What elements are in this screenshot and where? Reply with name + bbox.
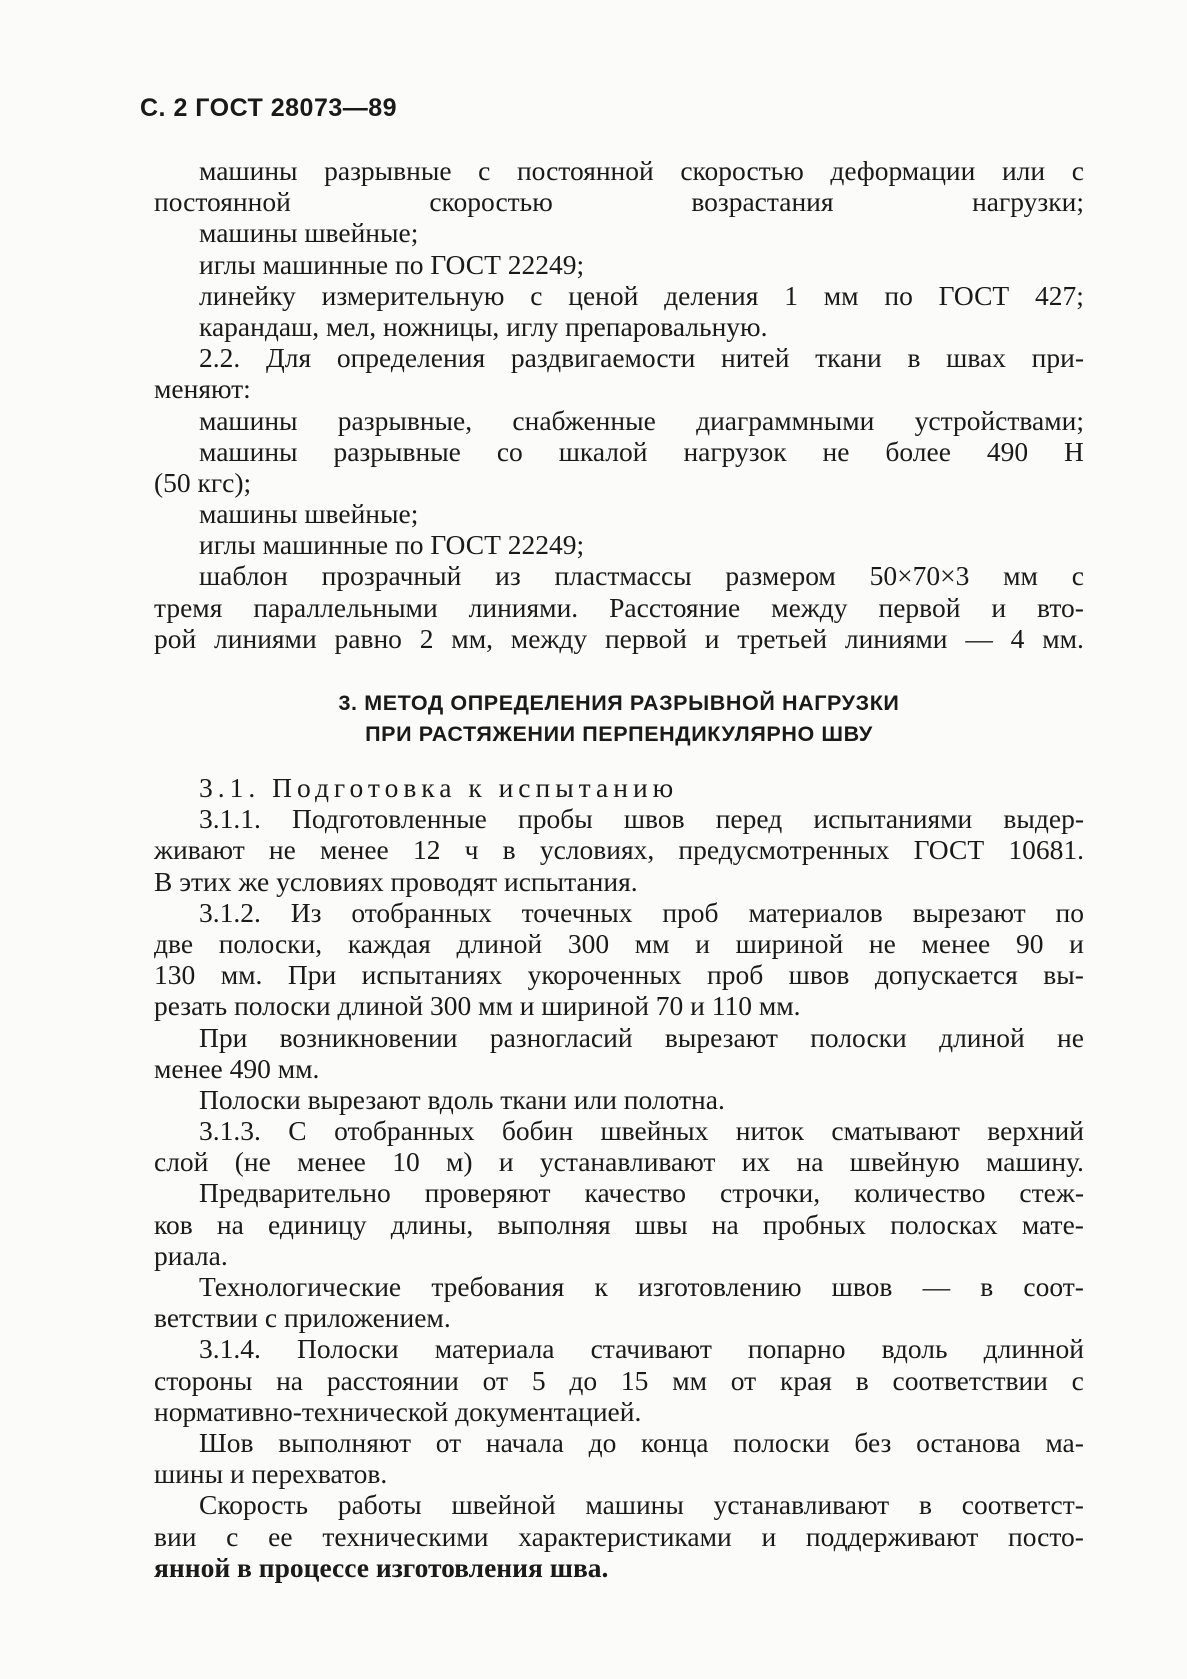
- word: Полоски: [296, 1333, 399, 1365]
- word: тремя: [154, 591, 223, 623]
- word: 2: [419, 622, 434, 654]
- text-line: [154, 342, 1084, 373]
- section-heading-line: 3. МЕТОД ОПРЕДЕЛЕНИЯ РАЗРЫВНОЙ НАГРУЗКИ: [338, 691, 900, 715]
- word: ГОСТ: [938, 279, 1010, 311]
- word: ее: [268, 1520, 293, 1552]
- word: более: [885, 435, 951, 467]
- word: Шов: [199, 1426, 254, 1458]
- word: пластмассы: [554, 560, 692, 592]
- word: м): [446, 1146, 473, 1178]
- word: 2.2.: [199, 342, 241, 374]
- word: измерительную: [321, 279, 505, 311]
- text-line: иглы машинные по ГОСТ 22249;: [199, 248, 585, 280]
- text-line: [154, 592, 1084, 623]
- word: не: [268, 834, 296, 866]
- text-line: [154, 897, 1084, 928]
- word: на: [276, 1364, 304, 1396]
- word: из: [495, 560, 521, 592]
- word: требования: [431, 1271, 565, 1302]
- word: разрывные,: [337, 404, 473, 436]
- word: и: [695, 927, 710, 959]
- word: между: [771, 591, 848, 623]
- word: линиями: [844, 622, 948, 654]
- word: мм.: [1042, 622, 1084, 654]
- word: ткани: [815, 342, 882, 374]
- word: или: [1001, 155, 1046, 186]
- word: 12: [412, 834, 441, 866]
- text-line: [154, 1365, 1084, 1396]
- word: посто-: [1008, 1520, 1084, 1552]
- word: 427;: [1035, 279, 1084, 311]
- word: ценой: [568, 279, 639, 311]
- word: менее: [921, 927, 991, 959]
- word: шаблон: [199, 560, 288, 592]
- word: швейных: [600, 1115, 709, 1147]
- word: 1: [784, 279, 798, 311]
- word: деления: [664, 279, 759, 311]
- text-line: янной в процессе изготовления шва.: [154, 1551, 609, 1583]
- word: отобранных: [334, 1115, 475, 1147]
- word: допускается: [874, 959, 1018, 991]
- word: верхний: [987, 1115, 1084, 1147]
- word: машины: [585, 1489, 684, 1521]
- text-line: [154, 1271, 1084, 1302]
- word: не: [822, 435, 850, 467]
- text-line: [154, 1209, 1084, 1240]
- word: испытаниями: [813, 803, 973, 835]
- word: машины: [199, 155, 298, 186]
- page-header: С. 2 ГОСТ 28073—89: [140, 94, 398, 122]
- word: стеж-: [1019, 1177, 1084, 1209]
- text-line: [154, 803, 1084, 834]
- word: определения: [336, 342, 486, 374]
- word: и: [991, 591, 1007, 623]
- word: не: [1057, 1021, 1084, 1053]
- word: 300: [567, 927, 610, 959]
- word: начала: [485, 1426, 564, 1458]
- text-line: менее 490 мм.: [154, 1052, 320, 1084]
- word: размером: [725, 560, 836, 592]
- word: вы-: [1043, 959, 1084, 991]
- word: линиями.: [468, 591, 579, 623]
- word: и: [1069, 927, 1084, 959]
- word: машину.: [986, 1146, 1084, 1178]
- word: стачивают: [590, 1333, 712, 1365]
- word: перед: [715, 803, 783, 835]
- text-line: ветствии с приложением.: [154, 1302, 451, 1334]
- word: ков: [154, 1208, 193, 1240]
- word: характеристиками: [518, 1520, 732, 1552]
- word: длины,: [390, 1208, 474, 1240]
- word: от: [730, 1364, 757, 1396]
- word: с: [1071, 1364, 1084, 1396]
- text-line: [154, 405, 1084, 436]
- word: 3.1.4.: [199, 1333, 261, 1365]
- word: без: [854, 1426, 892, 1458]
- text-line: риала.: [154, 1239, 228, 1271]
- document-body: [154, 155, 1084, 1583]
- word: прозрачный: [321, 560, 462, 592]
- word: соответст-: [961, 1489, 1084, 1521]
- word: 90: [1015, 927, 1044, 959]
- word: поддерживают: [805, 1520, 979, 1552]
- word: от: [435, 1426, 462, 1458]
- text-line: [154, 186, 1084, 217]
- text-line: иглы машинные по ГОСТ 22249;: [199, 529, 585, 561]
- word: менее: [297, 1146, 366, 1178]
- text-line: (50 кгс);: [154, 466, 252, 498]
- word: работы: [337, 1489, 422, 1521]
- word: Скорость: [199, 1489, 309, 1521]
- word: 130: [154, 959, 196, 991]
- word: единицу: [268, 1208, 367, 1240]
- text-line: [154, 1115, 1084, 1146]
- text-line: [154, 280, 1084, 311]
- word: ниток: [735, 1115, 804, 1147]
- word: возрастания: [691, 186, 834, 218]
- word: швов: [623, 803, 685, 835]
- word: машины: [199, 435, 298, 467]
- word: материала: [434, 1333, 555, 1365]
- word: до: [588, 1426, 617, 1458]
- word: вырезают: [664, 1021, 778, 1053]
- word: ма-: [1045, 1426, 1084, 1458]
- text-line: карандаш, мел, ножницы, иглу препаровальную.: [199, 310, 768, 342]
- word: Для: [265, 342, 312, 374]
- word: и: [761, 1520, 777, 1552]
- word: мм: [672, 1364, 707, 1396]
- word: мм: [823, 279, 859, 311]
- word: выполняют: [278, 1426, 412, 1458]
- word: пробных: [762, 1208, 867, 1240]
- word: останова: [916, 1426, 1021, 1458]
- text-line: [154, 1521, 1084, 1552]
- text-line: [154, 155, 1084, 186]
- word: расстоянии: [326, 1364, 459, 1396]
- word: с: [530, 279, 543, 311]
- word: качество: [584, 1177, 687, 1209]
- word: попарно: [747, 1333, 846, 1365]
- word: швейной: [451, 1489, 556, 1521]
- word: постоянной: [516, 155, 654, 186]
- word: 10681.: [1008, 834, 1084, 866]
- word: полоски: [733, 1426, 830, 1458]
- word: проб: [662, 896, 719, 928]
- word: условиях,: [539, 834, 655, 866]
- text-line: [154, 1146, 1084, 1177]
- word: 50×70×3: [869, 560, 970, 592]
- word: равно: [334, 622, 402, 654]
- word: строчки,: [720, 1177, 821, 1209]
- text-line: машины швейные;: [199, 498, 419, 530]
- word: материалов: [748, 896, 883, 928]
- word: выполняя: [497, 1208, 611, 1240]
- word: слой: [154, 1146, 209, 1178]
- word: мм.: [220, 959, 263, 991]
- word: швейную: [849, 1146, 960, 1178]
- word: пробы: [518, 803, 593, 835]
- word: в: [855, 1364, 869, 1396]
- word: на: [216, 1208, 244, 1240]
- word: и: [498, 1146, 514, 1178]
- word: менее: [320, 834, 389, 866]
- word: скоростью: [429, 186, 553, 218]
- text-line: [154, 1022, 1084, 1053]
- word: по: [1055, 896, 1084, 928]
- word: устройствами;: [914, 404, 1084, 436]
- word: постоянной: [154, 186, 291, 218]
- word: Расстояние: [609, 591, 741, 623]
- text-line: В этих же условиях проводят испытания.: [154, 865, 638, 897]
- word: к: [594, 1271, 608, 1302]
- word: первой: [604, 622, 687, 654]
- word: со: [496, 435, 523, 467]
- word: до: [569, 1364, 598, 1396]
- word: мм: [634, 927, 670, 959]
- text-line: нормативно-технической документацией.: [154, 1395, 642, 1427]
- word: снабженные: [512, 404, 656, 436]
- word: ч: [464, 834, 479, 866]
- word: швы: [634, 1208, 688, 1240]
- word: деформации: [830, 155, 976, 186]
- word: и: [704, 622, 720, 654]
- word: шкалой: [558, 435, 648, 467]
- word: 10: [392, 1146, 420, 1178]
- word: устанавливают: [539, 1146, 716, 1178]
- word: линейку: [199, 279, 296, 311]
- word: разногласий: [489, 1021, 633, 1053]
- word: диаграммными: [696, 404, 875, 436]
- text-line: [154, 1177, 1084, 1208]
- word: мм,: [451, 622, 493, 654]
- word: бобин: [501, 1115, 574, 1147]
- word: отобранных: [351, 896, 492, 928]
- word: с: [226, 1520, 239, 1552]
- text-line: [154, 623, 1084, 654]
- word: конца: [641, 1426, 709, 1458]
- word: С: [288, 1115, 307, 1147]
- word: техническими: [322, 1520, 489, 1552]
- word: с: [1071, 560, 1084, 592]
- word: длинной: [983, 1333, 1084, 1365]
- word: 5: [531, 1364, 546, 1396]
- word: мм: [1003, 560, 1038, 592]
- word: раздвигаемости: [510, 342, 696, 374]
- word: на: [796, 1146, 824, 1178]
- word: вто-: [1037, 591, 1084, 623]
- word: ГОСТ: [913, 834, 985, 866]
- word: рой: [154, 622, 197, 654]
- word: нагрузок: [683, 435, 787, 467]
- word: разрывные: [324, 155, 452, 186]
- word: швов: [831, 1271, 893, 1302]
- word: полоски,: [218, 927, 323, 959]
- word: испытаниях: [361, 959, 503, 991]
- text-line: [154, 1427, 1084, 1458]
- word: живают: [154, 834, 245, 866]
- word: Технологические: [199, 1271, 402, 1302]
- word: вдоль: [881, 1333, 948, 1365]
- word: 3.1.3.: [199, 1115, 261, 1147]
- word: разрывные: [333, 435, 461, 467]
- text-line: [154, 1489, 1084, 1520]
- word: предусмотренных: [678, 834, 890, 866]
- subsection-title: 3.1. Подготовка к испытанию: [199, 772, 679, 803]
- word: вии: [154, 1520, 197, 1552]
- word: Подготовленные: [292, 803, 487, 835]
- word: линиями: [214, 622, 317, 654]
- word: устанавливают: [713, 1489, 890, 1521]
- word: в: [919, 1489, 932, 1521]
- word: нитей: [721, 342, 790, 374]
- word: (не: [234, 1146, 271, 1178]
- word: края: [779, 1364, 832, 1396]
- text-line: резать полоски длиной 300 мм и шириной 70 и 110 мм.: [154, 990, 801, 1022]
- word: на: [711, 1208, 739, 1240]
- word: стороны: [154, 1364, 253, 1396]
- word: в: [907, 342, 921, 374]
- word: первой: [878, 591, 961, 623]
- word: длиной: [939, 1021, 1025, 1053]
- word: мате-: [1021, 1208, 1084, 1240]
- word: сматывают: [831, 1115, 960, 1147]
- word: в: [502, 834, 516, 866]
- word: проб: [707, 959, 764, 991]
- text-line: [154, 959, 1084, 990]
- word: длиной: [456, 927, 543, 959]
- word: соот-: [1023, 1271, 1084, 1302]
- word: Из: [290, 896, 322, 928]
- word: 15: [620, 1364, 649, 1396]
- word: изготовлению: [638, 1271, 802, 1302]
- word: соответствии: [892, 1364, 1048, 1396]
- word: проверяют: [424, 1177, 551, 1209]
- word: от: [482, 1364, 509, 1396]
- text-line: [154, 560, 1084, 591]
- word: 4: [1010, 622, 1025, 654]
- word: с: [478, 155, 491, 186]
- word: Предварительно: [199, 1177, 391, 1209]
- word: между: [510, 622, 588, 654]
- word: количество: [854, 1177, 986, 1209]
- word: 490: [986, 435, 1029, 467]
- word: две: [154, 927, 194, 959]
- text-line: меняют:: [154, 373, 251, 405]
- word: швов: [788, 959, 850, 991]
- word: параллельными: [253, 591, 438, 623]
- word: не: [868, 927, 896, 959]
- text-line: [154, 928, 1084, 959]
- word: швах: [946, 342, 1006, 374]
- word: —: [922, 1271, 951, 1302]
- word: точечных: [521, 896, 633, 928]
- word: При: [199, 1021, 248, 1053]
- word: в: [980, 1271, 994, 1302]
- word: укороченных: [527, 959, 682, 991]
- word: полосках: [890, 1208, 998, 1240]
- text-line: Полоски вырезают вдоль ткани или полотна.: [199, 1083, 725, 1115]
- section-heading-line: ПРИ РАСТЯЖЕНИИ ПЕРПЕНДИКУЛЯРНО ШВУ: [365, 722, 873, 746]
- word: вырезают: [912, 896, 1026, 928]
- word: возникновении: [279, 1021, 458, 1053]
- word: —: [965, 622, 993, 654]
- word: полоски: [810, 1021, 907, 1053]
- word: При: [287, 959, 337, 991]
- word: третьей: [737, 622, 828, 654]
- word: нагрузки;: [972, 186, 1084, 218]
- word: выдер-: [1003, 803, 1084, 835]
- text-line: машины швейные;: [199, 217, 419, 249]
- word: при-: [1031, 342, 1084, 374]
- word: Н: [1064, 435, 1084, 467]
- text-line: шины и перехватов.: [154, 1458, 388, 1490]
- word: каждая: [347, 927, 431, 959]
- word: с: [1071, 155, 1084, 186]
- word: 3.1.2.: [199, 896, 261, 928]
- word: шириной: [735, 927, 844, 959]
- text-line: [154, 1333, 1084, 1364]
- word: по: [884, 279, 913, 311]
- word: 3.1.1.: [199, 803, 261, 835]
- text-line: [154, 436, 1084, 467]
- text-line: [154, 834, 1084, 865]
- word: скоростью: [680, 155, 804, 186]
- word: машины: [199, 404, 298, 436]
- section-heading: [154, 688, 1084, 750]
- word: их: [741, 1146, 771, 1178]
